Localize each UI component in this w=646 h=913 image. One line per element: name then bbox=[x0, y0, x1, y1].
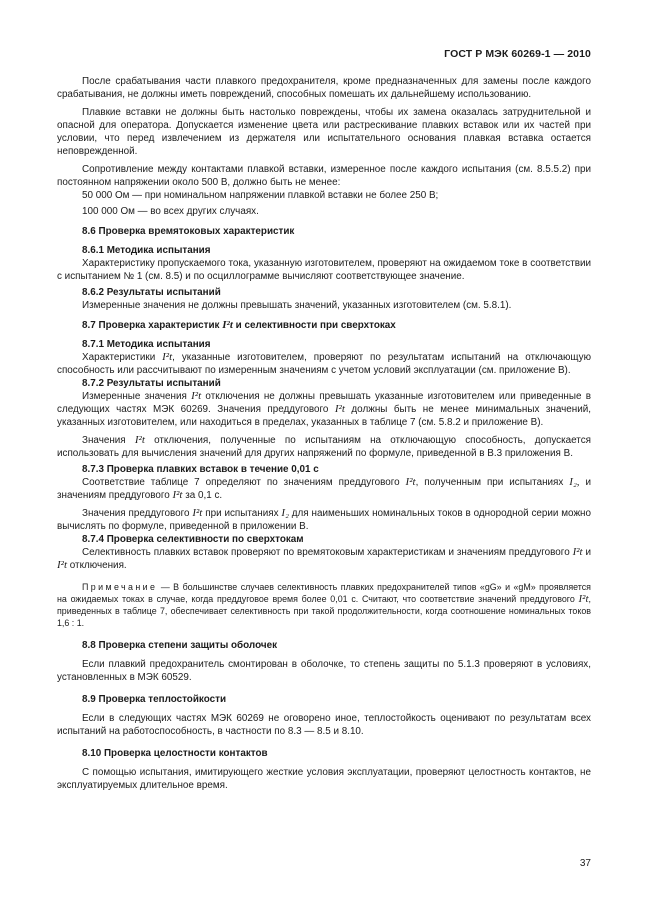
text-run: и bbox=[585, 547, 591, 558]
subsection-heading: 8.6.1 Методика испытания bbox=[82, 245, 211, 256]
i2t-symbol: I²t bbox=[334, 403, 345, 415]
text-run: Селективность плавких вставок проверяют по времятоковым характеристикам и значениям преддугового bbox=[82, 547, 570, 558]
text-run: отключения, полученные по испытаниям на отключающую способность, допускается использовать для вычисления значений для других напряжений по формуле, приведенной в В.3 приложения В. bbox=[57, 435, 591, 459]
text-run: для наименьших номинальных токов в однородной серии можно вычислять по формуле, приведенной в приложении В. bbox=[57, 508, 591, 532]
text-run: Значения bbox=[82, 435, 126, 446]
text-run: при испытаниях bbox=[205, 508, 279, 519]
text-run: и значениям преддугового bbox=[57, 477, 592, 501]
i2t-symbol: I²t bbox=[572, 546, 583, 558]
subsection-heading: 8.7.2 Результаты испытаний bbox=[82, 378, 221, 389]
text-run: Характеристики bbox=[82, 352, 156, 363]
text-run: Значения преддугового bbox=[82, 508, 190, 519]
page-number: 37 bbox=[579, 858, 591, 869]
text-run: Измеренные значения bbox=[82, 391, 187, 402]
i2t-symbol: I²t bbox=[222, 319, 233, 331]
text-run: , указанные изготовителем, проверяют по результатам испытаний на отключающую способность или рассчитывают по измеренным значениям с учетом условий эксплуатации (см. приложение В). bbox=[57, 352, 591, 376]
i2t-symbol: I²t bbox=[162, 351, 173, 363]
paragraph: После срабатывания части плавкого предохранителя, кроме предназначенных для замены после каждого срабатывания, не должны иметь повреждений, способных помешать их дальнейшему использованию. bbox=[57, 76, 591, 100]
i2t-symbol: I²t bbox=[134, 434, 145, 446]
paragraph: С помощью испытания, имитирующего жесткие условия эксплуатации, проверяют целостность контактов, не эксплуатируемых длительное время. bbox=[57, 767, 591, 791]
i2t-symbol: I²t bbox=[192, 507, 203, 519]
text-run: за 0,1 с. bbox=[185, 490, 223, 501]
note-text: — В большинстве случаев селективность плавких предохранителей типов «gG» и «gM» проявляется на ожидаемых токах в случае, когда преддуговое время более 0,01 с. Считают, что соответствие значений преддугового bbox=[57, 582, 591, 604]
text-run: отключения не должны превышать указанные изготовителем или приведенные в следующих частях МЭК 60269. Значения преддугового bbox=[57, 391, 591, 415]
i2t-symbol: I²t bbox=[172, 489, 183, 501]
text-run: Соответствие таблице 7 определяют по значениям преддугового bbox=[82, 477, 400, 488]
heading-text: и селективности при сверхтоках bbox=[235, 320, 396, 331]
page-header: ГОСТ Р МЭК 60269-1 — 2010 bbox=[444, 48, 591, 60]
i2t-symbol: I²t bbox=[405, 476, 416, 488]
section-heading: 8.9 Проверка теплостойкости bbox=[82, 694, 227, 705]
paragraph bbox=[57, 390, 591, 429]
paragraph: Если плавкий предохранитель смонтирован в оболочке, то степень защиты по 5.1.3 проверяют в условиях, установленных в МЭК 60529. bbox=[57, 659, 591, 683]
list-item: 50 000 Ом — при номинальном напряжении плавкой вставки не более 250 В; bbox=[82, 190, 439, 201]
paragraph bbox=[57, 546, 591, 572]
paragraph: Характеристику пропускаемого тока, указанную изготовителем, проверяют на ожидаемом токе в соответствии с испытанием № 1 (см. 8.5) и по осциллограмме вычисляют соответствующее значение. bbox=[57, 258, 591, 282]
i2t-symbol: I²t bbox=[191, 390, 202, 402]
paragraph bbox=[57, 434, 591, 460]
section-heading: 8.6 Проверка времятоковых характеристик bbox=[82, 226, 295, 237]
i2-symbol: I₂ bbox=[281, 507, 289, 519]
paragraph bbox=[57, 351, 591, 377]
note bbox=[57, 581, 591, 629]
note-label: Примечание bbox=[82, 582, 158, 592]
subsection-heading: 8.6.2 Результаты испытаний bbox=[82, 287, 221, 298]
paragraph: Измеренные значения не должны превышать значений, указанных изготовителем (см. 5.8.1). bbox=[82, 300, 512, 311]
subsection-heading: 8.7.1 Методика испытания bbox=[82, 339, 211, 350]
section-heading bbox=[57, 319, 591, 332]
heading-text: 8.7 Проверка характеристик bbox=[82, 320, 220, 331]
list-item: 100 000 Ом — во всех других случаях. bbox=[82, 206, 259, 217]
subsection-heading: 8.7.4 Проверка селективности по сверхтокам bbox=[82, 534, 304, 545]
paragraph bbox=[57, 507, 591, 533]
i2t-symbol: I²t bbox=[578, 593, 589, 605]
paragraph: Плавкие вставки не должны быть настолько повреждены, чтобы их замена оказалась затруднительной и опасной для оператора. Допускается изменение цвета или растрескивание плавких вставок или их частей при условии, что перед извлечением из держателя или испытательного основания плавкая вставка остается неповрежденной. bbox=[57, 107, 591, 157]
page-body bbox=[57, 75, 591, 792]
paragraph: Если в следующих частях МЭК 60269 не оговорено иное, теплостойкость оценивают по результатам всех испытаний на работоспособность, в частности по 8.3 — 8.5 и 8.10. bbox=[57, 713, 591, 737]
note-text: , приведенных в таблице 7, обеспечивает селективность при такой продолжительности, когда соотношение номинальных токов 1,6 : 1. bbox=[57, 594, 592, 628]
i2-symbol: I₂, bbox=[569, 476, 580, 488]
text-run: отключения. bbox=[69, 560, 127, 571]
text-run: должны быть не менее минимальных значений, указанных изготовителем, или находиться в пределах, указанных в таблице 7 (см. 5.8.2 и приложение В). bbox=[57, 404, 591, 428]
section-heading: 8.8 Проверка степени защиты оболочек bbox=[82, 640, 278, 651]
text-run: , полученным при испытаниях bbox=[415, 477, 564, 488]
subsection-heading: 8.7.3 Проверка плавких вставок в течение 0,01 с bbox=[82, 464, 319, 475]
paragraph: Сопротивление между контактами плавкой вставки, измеренное после каждого испытания (см. 8.5.5.2) при постоянном напряжении около 500 В, должно быть не менее: bbox=[57, 164, 591, 188]
section-heading: 8.10 Проверка целостности контактов bbox=[82, 748, 268, 759]
i2t-symbol: I²t bbox=[57, 559, 68, 571]
paragraph bbox=[57, 476, 591, 502]
